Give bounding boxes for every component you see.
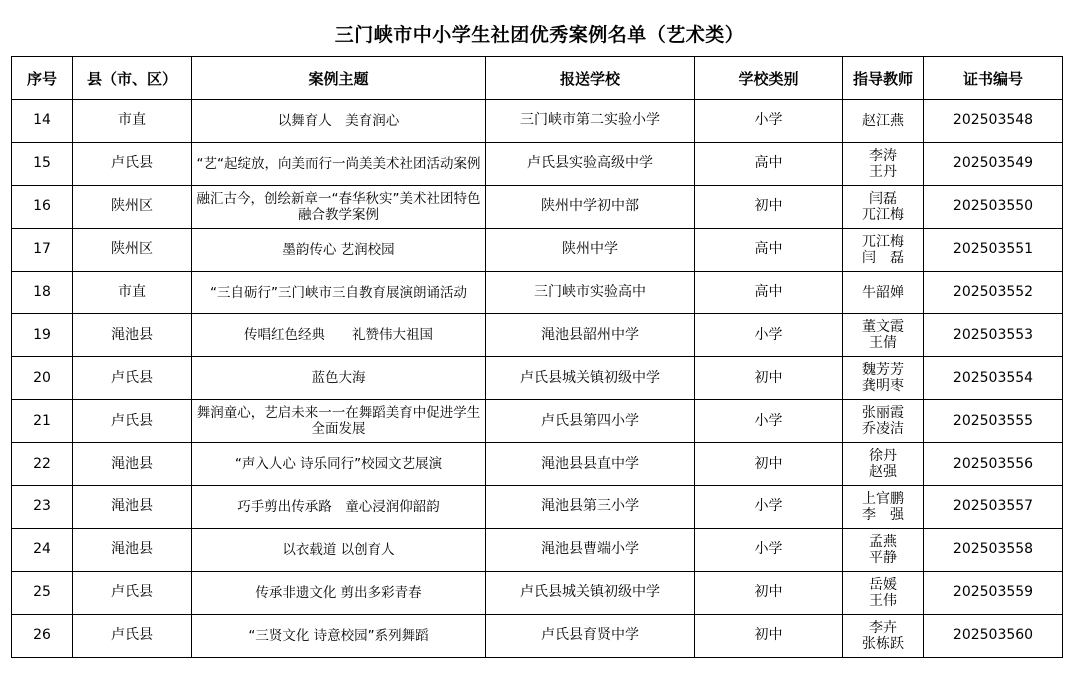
cell-county: 卢氏县	[73, 142, 192, 185]
cell-no: 14	[12, 100, 73, 143]
cell-cert: 202503560	[924, 614, 1063, 657]
cell-school-type: 初中	[695, 185, 843, 228]
cell-topic: 融汇古今，创绘新章一“春华秋实”美术社团特色融合教学案例	[192, 185, 486, 228]
table-row	[12, 400, 1063, 443]
cell-school: 卢氏县城关镇初级中学	[486, 571, 695, 614]
cell-county: 卢氏县	[73, 571, 192, 614]
cell-no: 26	[12, 614, 73, 657]
cell-teacher: 孟燕 平静	[843, 528, 924, 571]
cell-teacher: 赵江燕	[843, 100, 924, 143]
table-row	[12, 314, 1063, 357]
cell-teacher: 徐丹 赵强	[843, 443, 924, 486]
column-header-cert: 证书编号	[924, 57, 1063, 100]
cell-school: 卢氏县第四小学	[486, 400, 695, 443]
cell-cert: 202503557	[924, 486, 1063, 529]
table-row	[12, 228, 1063, 271]
table-row	[12, 357, 1063, 400]
cell-topic: “三自砺行”三门峡市三自教育展演朗诵活动	[192, 271, 486, 314]
cell-no: 22	[12, 443, 73, 486]
cell-no: 24	[12, 528, 73, 571]
cell-school-type: 高中	[695, 142, 843, 185]
table-row	[12, 100, 1063, 143]
cell-topic: 墨韵传心 艺润校园	[192, 228, 486, 271]
cell-school: 渑池县县直中学	[486, 443, 695, 486]
cell-no: 17	[12, 228, 73, 271]
table-row	[12, 528, 1063, 571]
cell-cert: 202503551	[924, 228, 1063, 271]
cell-county: 卢氏县	[73, 614, 192, 657]
cell-teacher: 岳媛 王伟	[843, 571, 924, 614]
cell-county: 渑池县	[73, 486, 192, 529]
cell-county: 卢氏县	[73, 400, 192, 443]
cell-school: 三门峡市第二实验小学	[486, 100, 695, 143]
cell-school: 渑池县韶州中学	[486, 314, 695, 357]
cell-cert: 202503556	[924, 443, 1063, 486]
cell-school-type: 高中	[695, 228, 843, 271]
cell-teacher: 魏芳芳 龚明枣	[843, 357, 924, 400]
cell-topic: “三贤文化 诗意校园”系列舞蹈	[192, 614, 486, 657]
table-row	[12, 614, 1063, 657]
cell-school: 渑池县曹端小学	[486, 528, 695, 571]
cell-county: 卢氏县	[73, 357, 192, 400]
cell-cert: 202503559	[924, 571, 1063, 614]
cell-topic: 传承非遗文化 剪出多彩青春	[192, 571, 486, 614]
cell-no: 23	[12, 486, 73, 529]
table-header-row	[12, 57, 1063, 100]
cell-school: 陕州中学初中部	[486, 185, 695, 228]
cell-teacher: 兀江梅 闫 磊	[843, 228, 924, 271]
cell-teacher: 上官鹏 李 强	[843, 486, 924, 529]
cell-school-type: 初中	[695, 571, 843, 614]
column-header-no: 序号	[12, 57, 73, 100]
cell-teacher: 闫磊 兀江梅	[843, 185, 924, 228]
table-row	[12, 271, 1063, 314]
cell-teacher: 李卉 张栋跃	[843, 614, 924, 657]
cell-county: 市直	[73, 271, 192, 314]
cell-teacher: 李涛 王丹	[843, 142, 924, 185]
cell-no: 15	[12, 142, 73, 185]
cell-no: 25	[12, 571, 73, 614]
award-table	[11, 56, 1063, 658]
column-header-school: 报送学校	[486, 57, 695, 100]
cell-cert: 202503548	[924, 100, 1063, 143]
cell-no: 21	[12, 400, 73, 443]
column-header-county: 县（市、区）	[73, 57, 192, 100]
table-row	[12, 142, 1063, 185]
cell-topic: 舞润童心，艺启未来一一在舞蹈美育中促进学生全面发展	[192, 400, 486, 443]
cell-school: 卢氏县育贤中学	[486, 614, 695, 657]
cell-no: 18	[12, 271, 73, 314]
cell-topic: “艺“起绽放，向美而行一尚美美术社团活动案例	[192, 142, 486, 185]
column-header-topic: 案例主题	[192, 57, 486, 100]
cell-school: 卢氏县实验高级中学	[486, 142, 695, 185]
table-row	[12, 486, 1063, 529]
cell-cert: 202503552	[924, 271, 1063, 314]
cell-cert: 202503558	[924, 528, 1063, 571]
cell-school-type: 初中	[695, 443, 843, 486]
cell-teacher: 牛韶婵	[843, 271, 924, 314]
cell-cert: 202503553	[924, 314, 1063, 357]
cell-school-type: 初中	[695, 614, 843, 657]
cell-no: 20	[12, 357, 73, 400]
cell-school: 陕州中学	[486, 228, 695, 271]
cell-school: 卢氏县城关镇初级中学	[486, 357, 695, 400]
cell-topic: 以衣载道 以创育人	[192, 528, 486, 571]
cell-county: 市直	[73, 100, 192, 143]
cell-school-type: 小学	[695, 528, 843, 571]
cell-cert: 202503554	[924, 357, 1063, 400]
column-header-school-type: 学校类别	[695, 57, 843, 100]
cell-school-type: 初中	[695, 357, 843, 400]
cell-county: 陕州区	[73, 185, 192, 228]
cell-school-type: 小学	[695, 100, 843, 143]
cell-no: 19	[12, 314, 73, 357]
cell-school-type: 小学	[695, 486, 843, 529]
cell-topic: 巧手剪出传承路 童心浸润仰韶韵	[192, 486, 486, 529]
cell-county: 渑池县	[73, 528, 192, 571]
cell-cert: 202503550	[924, 185, 1063, 228]
cell-school: 三门峡市实验高中	[486, 271, 695, 314]
cell-teacher: 张丽霞 乔凌洁	[843, 400, 924, 443]
cell-cert: 202503555	[924, 400, 1063, 443]
cell-topic: 蓝色大海	[192, 357, 486, 400]
cell-cert: 202503549	[924, 142, 1063, 185]
column-header-teacher: 指导教师	[843, 57, 924, 100]
cell-no: 16	[12, 185, 73, 228]
cell-topic: “声入人心 诗乐同行”校园文艺展演	[192, 443, 486, 486]
cell-county: 渑池县	[73, 443, 192, 486]
cell-school: 渑池县第三小学	[486, 486, 695, 529]
document-title: 三门峡市中小学生社团优秀案例名单（艺术类）	[334, 24, 745, 46]
cell-topic: 以舞育人 美育润心	[192, 100, 486, 143]
cell-school-type: 小学	[695, 400, 843, 443]
cell-county: 陕州区	[73, 228, 192, 271]
table-row	[12, 571, 1063, 614]
cell-teacher: 董文霞 王倩	[843, 314, 924, 357]
table-row	[12, 443, 1063, 486]
cell-county: 渑池县	[73, 314, 192, 357]
cell-topic: 传唱红色经典 礼赞伟大祖国	[192, 314, 486, 357]
table-row	[12, 185, 1063, 228]
cell-school-type: 高中	[695, 271, 843, 314]
cell-school-type: 小学	[695, 314, 843, 357]
